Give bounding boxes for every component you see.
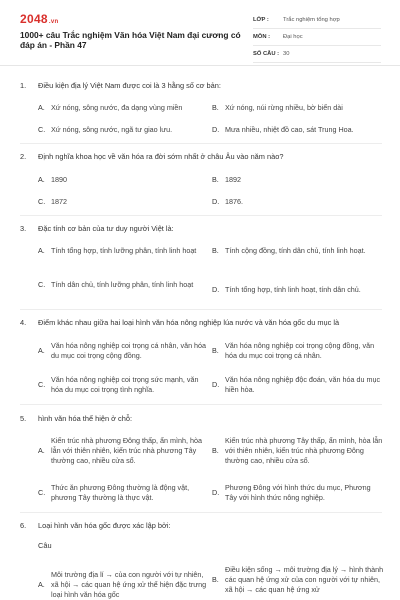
option-text: Điều kiện sống → môi trường địa lý → hình thành các quan hệ ứng xử của con người với tự nhiên, xã hội → các quan hệ ứng xử (225, 565, 384, 594)
divider (20, 512, 382, 513)
question-number: 5. (20, 414, 27, 423)
option-text: Tính tổng hợp, tính linh hoạt, tính dân chủ. (225, 285, 361, 294)
question-1 (20, 81, 382, 91)
option-text: Văn hóa nông nghiệp độc đoán, văn hóa du mục hiền hòa. (225, 375, 381, 394)
option-4b[interactable] (212, 341, 384, 361)
option-letter: D. (212, 488, 220, 497)
option-text: Kiến trúc nhà phương Tây thấp, ẩn mình, hòa lẫn với thiên nhiên, kiến trúc nhà phương Đông thường cao, nhiều cửa sổ. (225, 436, 383, 465)
option-1a[interactable] (38, 103, 210, 113)
option-text: Môi trường địa lí → của con người với tự nhiên, xã hội → các quan hệ ứng xử thể hiện đặc trưng loại hình văn hóa gốc (51, 570, 207, 599)
question-number: 2. (20, 152, 27, 161)
option-5c[interactable] (38, 483, 210, 503)
option-text: Tính dân chủ, tính lưỡng phân, tính linh hoạt (51, 280, 194, 289)
question-2 (20, 152, 382, 162)
option-3b[interactable] (212, 246, 384, 256)
question-subtext: Câu (38, 541, 52, 550)
option-text: Mưa nhiều, nhiệt đồ cao, sát Trung Hoa. (225, 125, 354, 134)
option-1b[interactable] (212, 103, 384, 113)
option-letter: A. (38, 246, 45, 255)
option-text: Xứ nóng, sông nước, đa dạng vùng miền (51, 103, 183, 112)
document-meta (253, 12, 381, 63)
option-text: Kiến trúc nhà phương Đông thấp, ẩn mình, hòa lẫn với thiên nhiên, kiến trúc nhà phương Tây thường cao, nhiều cửa sổ. (51, 436, 202, 465)
option-text: Văn hóa nông nghiệp coi trọng sức mạnh, văn hóa du mục coi trọng tình nghĩa. (51, 375, 199, 394)
meta-value: Trắc nghiệm tổng hợp (283, 17, 340, 23)
brand-name: 2048 (20, 12, 48, 26)
option-letter: D. (212, 380, 220, 389)
option-letter: B. (212, 446, 219, 455)
option-text: 1890 (51, 175, 67, 184)
question-text: Loại hình văn hóa gốc được xác lập bởi: (38, 521, 171, 530)
option-6b[interactable] (212, 565, 384, 595)
question-text: hình văn hóa thể hiện ở chỗ: (38, 414, 133, 423)
question-number: 1. (20, 81, 27, 90)
option-letter: B. (212, 575, 219, 584)
option-2c[interactable] (38, 197, 210, 207)
option-4c[interactable] (38, 375, 210, 395)
option-3c[interactable] (38, 280, 210, 290)
question-5 (20, 414, 382, 424)
meta-row-count (253, 46, 381, 63)
option-letter: A. (38, 103, 45, 112)
divider (20, 215, 382, 216)
option-2a[interactable] (38, 175, 210, 185)
option-text: Xứ nóng, núi rừng nhiều, bờ biển dài (225, 103, 343, 112)
option-text: Tính cộng đồng, tính dân chủ, tính linh hoạt. (225, 246, 366, 255)
document-header (0, 0, 400, 66)
site-logo[interactable] (20, 12, 58, 26)
option-text: Thức ăn phương Đông thường là động vật, phương Tây thường là thực vật. (51, 483, 190, 502)
option-letter: D. (212, 285, 220, 294)
option-text: Văn hóa nông nghiệp coi trọng cá nhân, văn hóa du mục coi trọng cộng đồng. (51, 341, 207, 360)
option-letter: C. (38, 125, 46, 134)
option-text: Văn hóa nông nghiệp coi trọng cộng đồng, văn hóa du mục coi trọng cá nhân. (225, 341, 375, 360)
meta-value: 30 (283, 51, 290, 57)
option-5d[interactable] (212, 483, 384, 503)
option-letter: D. (212, 197, 220, 206)
meta-row-subject (253, 29, 381, 46)
option-letter: C. (38, 488, 46, 497)
option-letter: B. (212, 346, 219, 355)
option-letter: B. (212, 175, 219, 184)
brand-suffix: .vn (48, 19, 59, 25)
meta-row-class (253, 12, 381, 29)
option-1c[interactable] (38, 125, 210, 135)
question-4 (20, 318, 382, 328)
question-text: Điểm khác nhau giữa hai loại hình văn hóa nông nghiệp lúa nước và văn hóa gốc du mục là (38, 318, 340, 327)
option-letter: A. (38, 346, 45, 355)
meta-key: MÔN : (253, 34, 271, 40)
question-text: Điều kiện địa lý Việt Nam được coi là 3 hằng số cơ bản: (38, 81, 221, 90)
option-letter: A. (38, 446, 45, 455)
option-6a[interactable] (38, 570, 210, 600)
question-number: 3. (20, 224, 27, 233)
question-number: 4. (20, 318, 27, 327)
option-3a[interactable] (38, 246, 210, 256)
meta-value: Đại học (283, 34, 303, 40)
option-letter: B. (212, 103, 219, 112)
option-5a[interactable] (38, 436, 210, 466)
option-letter: A. (38, 175, 45, 184)
option-4a[interactable] (38, 341, 210, 361)
option-3d[interactable] (212, 285, 384, 295)
option-letter: C. (38, 197, 46, 206)
option-text: 1872 (51, 197, 67, 206)
option-letter: B. (212, 246, 219, 255)
option-letter: C. (38, 280, 46, 289)
option-1d[interactable] (212, 125, 384, 135)
option-text: Phương Đông với hình thức du mục, Phương Tây với hình thức nông nghiệp. (225, 483, 371, 502)
question-3 (20, 224, 382, 234)
option-text: Xứ nóng, sông nước, ngã tư giao lưu. (51, 125, 173, 134)
meta-key: LỚP : (253, 17, 269, 23)
meta-key: SỐ CÂU : (253, 51, 280, 57)
option-2d[interactable] (212, 197, 384, 207)
option-text: 1876. (225, 197, 243, 206)
option-letter: A. (38, 580, 45, 589)
option-text: 1892 (225, 175, 241, 184)
option-letter: C. (38, 380, 46, 389)
option-2b[interactable] (212, 175, 384, 185)
divider (20, 404, 382, 405)
question-6 (20, 521, 382, 550)
option-text: Tính tổng hợp, tính lưỡng phân, tính linh hoạt (51, 246, 197, 255)
divider (20, 309, 382, 310)
question-text: Đặc tính cơ bản của tư duy người Việt là: (38, 224, 174, 233)
question-text: Định nghĩa khoa học về văn hóa ra đời sớm nhất ở châu Âu vào năm nào? (38, 152, 284, 161)
option-4d[interactable] (212, 375, 384, 395)
option-letter: D. (212, 125, 220, 134)
question-number: 6. (20, 521, 27, 530)
option-5b[interactable] (212, 436, 384, 466)
divider (20, 143, 382, 144)
document-title: 1000+ câu Trắc nghiệm Văn hóa Việt Nam đại cương có đáp án - Phần 47 (20, 30, 241, 50)
